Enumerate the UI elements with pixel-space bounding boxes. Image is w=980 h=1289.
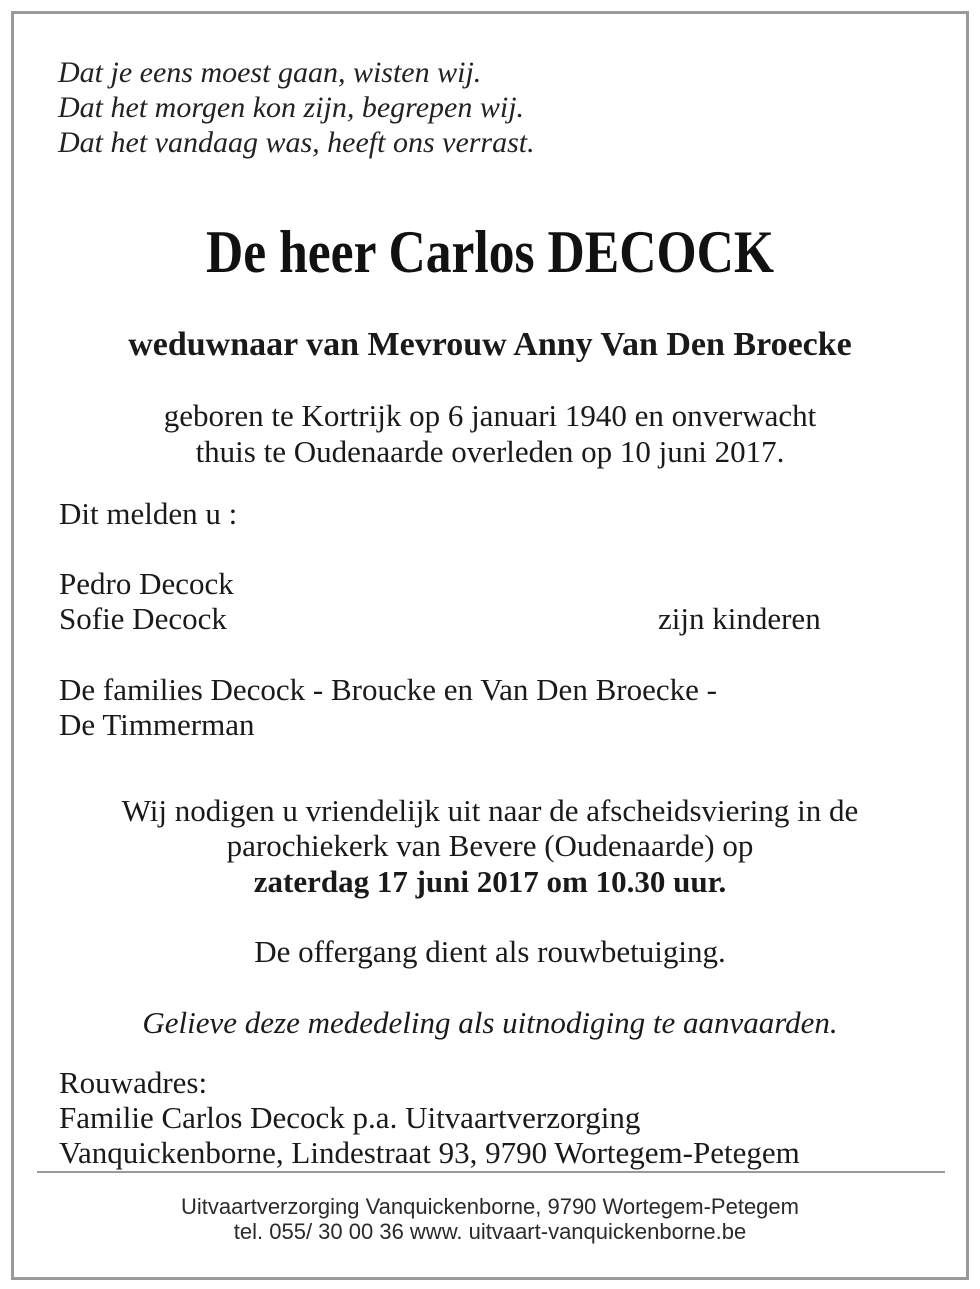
footer-divider (37, 1171, 945, 1173)
poem-line-1: Dat je eens moest gaan, wisten wij. (58, 56, 482, 89)
invitation-request: Gelieve deze mededeling als uitnodiging te aanvaarden. (142, 1005, 838, 1040)
families-line-2: De Timmerman (59, 707, 255, 742)
widower-of: weduwnaar van Mevrouw Anny Van Den Broecke (128, 326, 852, 363)
offering-note: De offergang dient als rouwbetuiging. (254, 934, 726, 969)
families-line-1: De families Decock - Broucke en Van Den Broecke - (59, 672, 717, 707)
child-name-1: Pedro Decock (59, 566, 234, 601)
invitation-line-1: Wij nodigen u vriendelijk uit naar de afscheidsviering in de (121, 793, 859, 828)
poem-line-3: Dat het vandaag was, heeft ons verrast. (58, 126, 535, 159)
invitation-line-2: parochiekerk van Bevere (Oudenaarde) op (226, 828, 754, 863)
child-name-2: Sofie Decock (59, 601, 227, 636)
footer-company: Uitvaartverzorging Vanquickenborne, 9790 Wortegem-Petegem (181, 1194, 799, 1219)
footer-contact: tel. 055/ 30 00 36 www. uitvaart-vanquickenborne.be (233, 1219, 747, 1244)
birth-death-line-2: thuis te Oudenaarde overleden op 10 juni 2017. (195, 434, 785, 469)
address-label: Rouwadres: (59, 1065, 208, 1100)
address-line-1: Familie Carlos Decock p.a. Uitvaartverzorging (59, 1100, 641, 1135)
address-line-2: Vanquickenborne, Lindestraat 93, 9790 Wortegem-Petegem (59, 1135, 800, 1170)
birth-death-line-1: geboren te Kortrijk op 6 januari 1940 en onverwacht (163, 398, 817, 433)
poem-line-2: Dat het morgen kon zijn, begrepen wij. (58, 91, 525, 124)
children-relation: zijn kinderen (658, 601, 821, 636)
announce-intro: Dit melden u : (59, 496, 238, 531)
deceased-name: De heer Carlos DECOCK (205, 219, 775, 285)
ceremony-datetime: zaterdag 17 juni 2017 om 10.30 uur. (253, 864, 727, 899)
